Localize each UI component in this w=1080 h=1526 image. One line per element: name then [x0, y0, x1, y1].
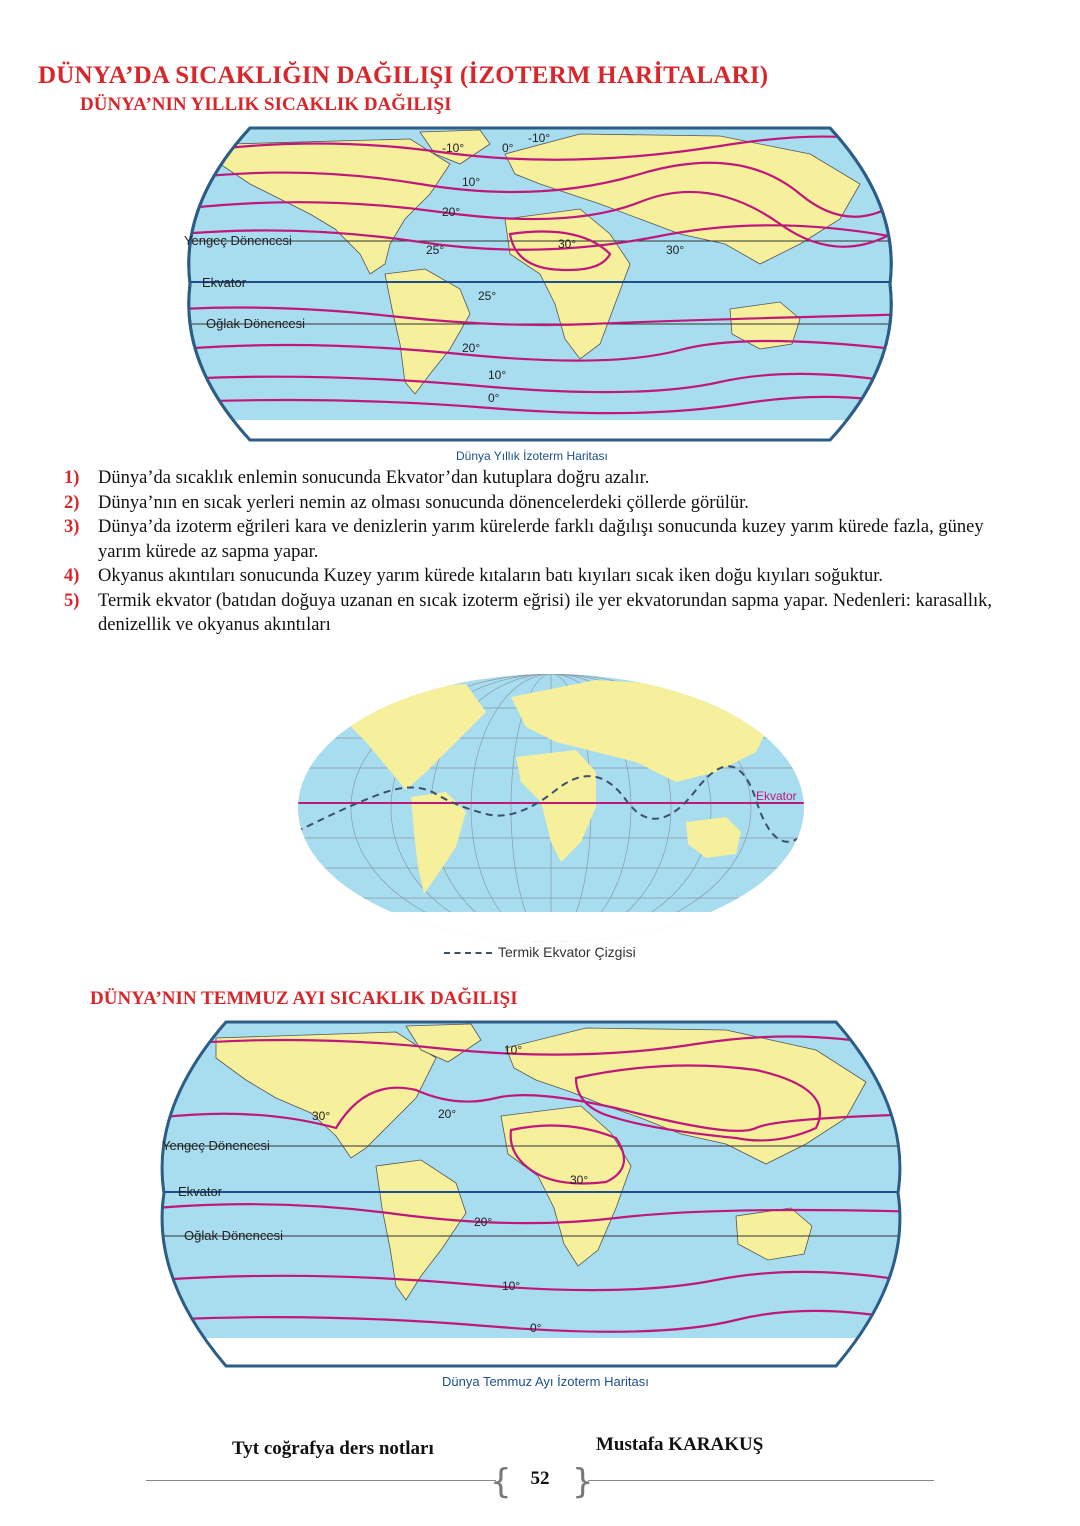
isotherm-label: 20°	[462, 341, 481, 355]
footer-rule-right	[588, 1480, 934, 1481]
july-map-caption: Dünya Temmuz Ayı İzoterm Haritası	[442, 1374, 649, 1389]
isotherm-label: 20°	[438, 1107, 457, 1121]
isotherm-label: 10°	[504, 1043, 523, 1057]
footer-rule-left	[146, 1480, 496, 1481]
cancer-label: Yengeç Dönencesi	[162, 1138, 270, 1153]
antarctica-land	[296, 912, 806, 944]
isotherm-label: 20°	[442, 205, 461, 219]
antarctica-land	[136, 1338, 926, 1374]
isotherm-label: 30°	[558, 237, 577, 251]
isotherm-label: 0°	[530, 1321, 542, 1335]
equator-label: Ekvator	[202, 275, 247, 290]
isotherm-label: 30°	[666, 243, 685, 257]
isotherm-label: 25°	[426, 243, 445, 257]
equator-label: Ekvator	[178, 1184, 223, 1199]
isotherm-label: 30°	[570, 1173, 589, 1187]
section-title-annual: DÜNYA’NIN YILLIK SICAKLIK DAĞILIŞI	[80, 94, 452, 115]
list-item: 4) Okyanus akıntıları sonucunda Kuzey yarım kürede kıtaların batı kıyıları sıcak iken doğu kıyıları soğuktur.	[64, 566, 884, 586]
isotherm-label: 25°	[478, 289, 497, 303]
isotherm-label: 0°	[488, 391, 500, 405]
isotherm-label: -10°	[528, 131, 551, 145]
list-item: 5) Termik ekvator (batıdan doğuya uzanan en sıcak izoterm eğrisi) ile yer ekvatorundan sapma yapar. Nedenleri: karasallık, denizellik ve okyanus akıntıları	[64, 590, 993, 635]
dashed-line-icon	[444, 952, 492, 954]
isotherm-label: 20°	[474, 1215, 493, 1229]
notes-list	[64, 466, 1024, 638]
page-title: DÜNYA’DA SICAKLIĞIN DAĞILIŞI (İZOTERM HARİTALARI)	[38, 62, 769, 89]
annual-map-caption: Dünya Yıllık İzoterm Haritası	[456, 449, 608, 463]
thermal-legend: Termik Ekvator Çizgisi	[444, 944, 636, 962]
page-number: 52	[530, 1468, 550, 1489]
isotherm-label: -10°	[442, 141, 465, 155]
list-item: 3) Dünya’da izoterm eğrileri kara ve denizlerin yarım kürelerde farklı dağılışı sonucunda kuzey yarım kürede fazla, güney yarım kürede az sapma yapar.	[64, 517, 984, 562]
capricorn-label: Oğlak Dönencesi	[206, 316, 305, 331]
isotherm-label: 30°	[312, 1109, 331, 1123]
isotherm-label: 10°	[502, 1279, 521, 1293]
section-title-july: DÜNYA’NIN TEMMUZ AYI SICAKLIK DAĞILIŞI	[90, 988, 518, 1009]
annual-isotherm-map	[160, 124, 920, 464]
july-isotherm-map	[136, 1018, 926, 1374]
footer-author: Mustafa KARAKUŞ	[596, 1434, 764, 1455]
right-brace-icon: }	[572, 1462, 594, 1502]
footer-course-name: Tyt coğrafya ders notları	[232, 1438, 434, 1459]
isotherm-label: 0°	[502, 141, 514, 155]
isotherm-label: 10°	[488, 368, 507, 382]
list-item: 1) Dünya’da sıcaklık enlemin sonucunda Ekvator’dan kutuplara doğru azalır.	[64, 468, 650, 488]
left-brace-icon: {	[490, 1462, 512, 1502]
cancer-label: Yengeç Dönencesi	[184, 233, 292, 248]
isotherm-label: 10°	[462, 175, 481, 189]
thermal-equator-map	[296, 672, 806, 944]
thermal-equator-label: Ekvator	[756, 789, 797, 803]
list-item: 2) Dünya’nın en sıcak yerleri nemin az olması sonucunda dönencelerdeki çöllerde görülür.	[64, 492, 749, 513]
capricorn-label: Oğlak Dönencesi	[184, 1228, 283, 1243]
